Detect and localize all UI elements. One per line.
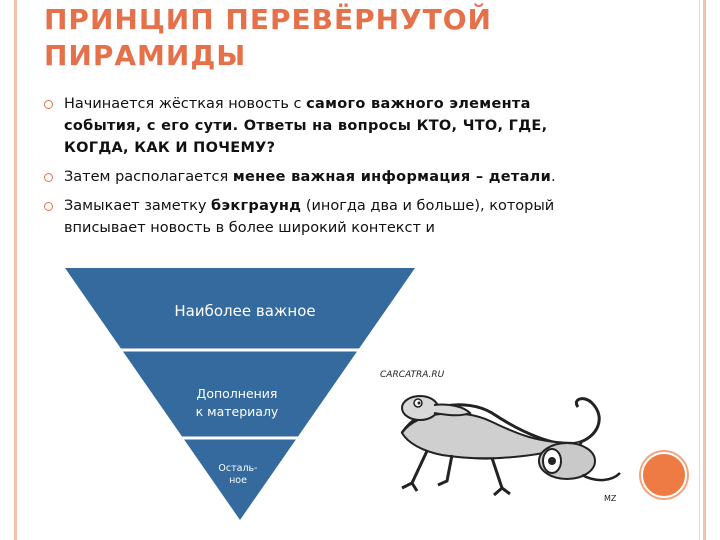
bullet-item [42,93,602,159]
slide-title: ПРИНЦИП ПЕРЕВЁРНУТОЙ ПИРАМИДЫ [44,3,492,72]
pyramid-level-middle-line2: к материалу [195,404,279,419]
bullet-text: . [551,169,556,185]
bullet-circle-icon [44,173,53,182]
slide-frame-right-inner [699,0,700,540]
cartoon-signature: MZ [604,494,617,503]
decorative-orange-circle [641,452,687,498]
bullet-bold-text: бэкграунд [211,198,302,214]
inverted-pyramid-diagram [65,268,415,520]
pyramid-level-middle-line1: Дополнения [196,386,278,401]
bullet-list [42,93,602,246]
bullet-text: (иногда два и больше), который вписывает новость в более широкий контекст и [64,198,555,236]
cartoon-caption: CARCATRA.RU [380,370,445,380]
bullet-circle-icon [44,202,53,211]
bullet-bold-text: самого важного элемента события, с его сути. Ответы на вопросы КТО, ЧТО, ГДЕ, КОГДА, КАК И ПОЧЕМУ? [64,96,548,156]
pyramid-level-bottom-line1: Осталь- [218,463,258,474]
bullet-item [42,195,602,239]
bullet-text: Начинается жёсткая новость с [64,96,307,112]
bullet-item [42,166,602,188]
bullet-bold-text: менее важная информация – детали [232,169,552,185]
bullet-circle-icon [44,100,53,109]
bullet-text: Замыкает заметку [64,198,212,214]
lizard-cartoon-image [372,363,627,505]
slide-frame-right [703,0,706,540]
bullet-text: Затем располагается [64,169,233,185]
slide-frame-left [14,0,17,540]
pyramid-level-top: Наиболее важное [174,302,316,320]
pyramid-level-bottom-line2: ное [229,475,247,486]
